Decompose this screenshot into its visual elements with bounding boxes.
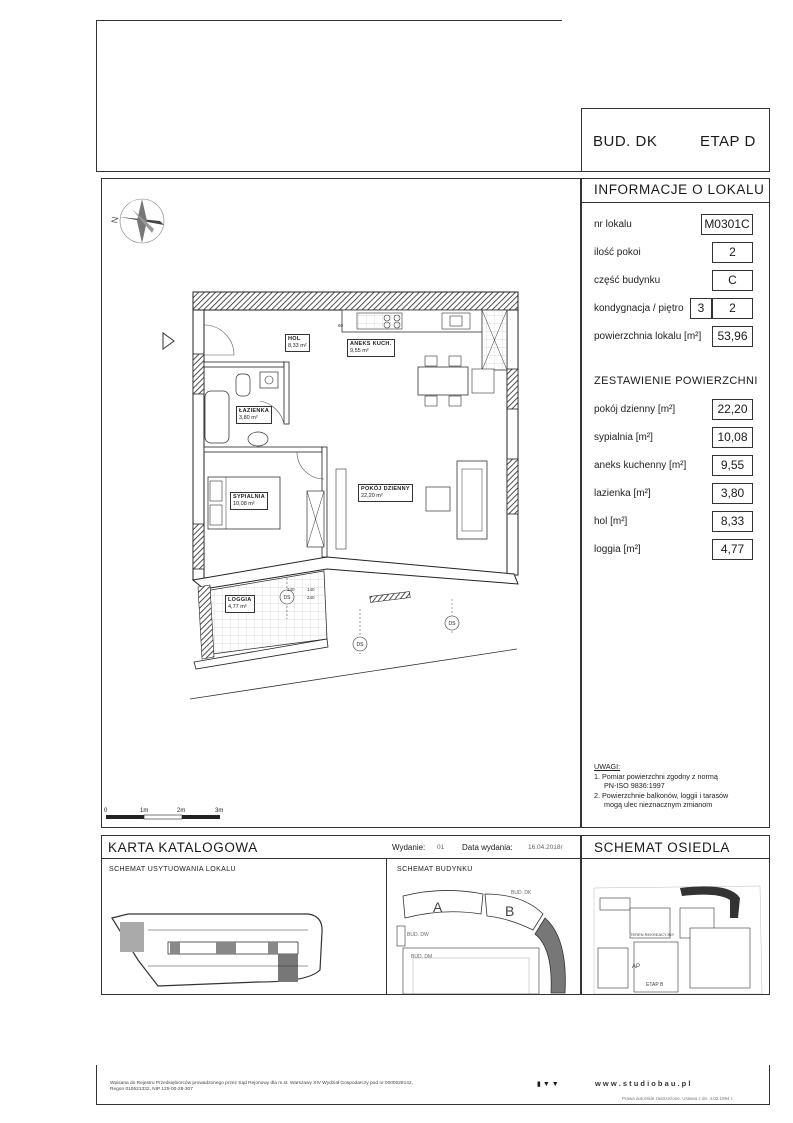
edition-label: Wydanie: [392, 843, 426, 852]
floor-plan [102, 179, 580, 827]
notes-line1: 1. Pomiar powierzchni zgodny z normą [594, 771, 718, 781]
north-label: N [109, 215, 121, 224]
summary-value-pokoj: 22,20 [712, 399, 753, 420]
location-schematic [108, 910, 328, 994]
header-logo-area [562, 14, 772, 108]
section-marker-3 [445, 599, 459, 634]
notes-line2b: mogą ulec nieznacznym zmianom [604, 800, 713, 809]
summary-value-loggia: 4,77 [712, 539, 753, 560]
entrance-marker-icon [163, 333, 174, 349]
room-tag-hol [285, 334, 310, 352]
info-title-rule [581, 202, 770, 203]
building-label-b: B [505, 903, 515, 919]
room-name-lazienka: ŁAZIENKA [239, 408, 270, 414]
building-code: BUD. DK [593, 133, 658, 150]
notes-block [594, 762, 766, 810]
info-title: INFORMACJE O LOKALU [594, 182, 765, 197]
scale-label-2: 2m [177, 808, 186, 814]
info-label-nr: nr lokalu [594, 219, 632, 230]
info-label-powierzchnia: powierzchnia lokalu [m²] [594, 331, 702, 342]
dim-label-4: 60 [338, 323, 344, 328]
estate-label-ap: AP [632, 964, 641, 970]
north-arrow-icon [120, 199, 164, 243]
info-value-kondygnacja: 3 [690, 298, 712, 319]
summary-title: ZESTAWIENIE POWIERZCHNI [594, 375, 758, 387]
location-title: SCHEMAT USYTUOWANIA LOKALU [109, 866, 236, 873]
room-area-loggia: 4,77 m² [228, 604, 247, 610]
dim-label-3: 240 [287, 587, 295, 592]
wall-right [507, 310, 518, 575]
room-name-hol: HOL [288, 336, 301, 342]
summary-label-loggia: loggia [m²] [594, 544, 641, 555]
estate-label-dk: BUD. DK [698, 894, 717, 899]
scale-label-3: 3m [215, 808, 224, 814]
building-title: SCHEMAT BUDYNKU [397, 866, 473, 873]
summary-label-pokoj: pokój dzienny [m²] [594, 404, 676, 415]
building-label-a: A [433, 899, 443, 915]
footer-copyright: Prawa autorskie zastrzeżone. Ustawa z dn. 4.02.1994 r. [622, 1096, 734, 1101]
dim-label-1: 140 [307, 587, 315, 592]
room-area-lazienka: 3,80 m² [239, 415, 258, 421]
building-label-dm: BUD. DM [411, 954, 433, 960]
summary-label-lazienka: lazienka [m²] [594, 488, 651, 499]
footer-line2: Regon 010621332, NIP 125-00-28-307 [110, 1087, 193, 1092]
summary-value-lazienka: 3,80 [712, 483, 753, 504]
section-marker-1-label: DS [283, 595, 291, 601]
dining-table [418, 367, 468, 395]
estate-label-etap: ETAP B [646, 982, 664, 988]
wall-bottom [193, 557, 518, 589]
room-tag-sypialnia [230, 492, 268, 510]
room-name-loggia: LOGGIA [228, 597, 252, 603]
summary-label-aneks: aneks kuchenny [m²] [594, 460, 687, 471]
footer-line1: Wpisana do Rejestru Przedsiębiorców prowadzonego przez Sąd Rejonowy dla m.st. Warszawy XIV Wydział Gospodarczy pod nr 0000028142, [110, 1081, 413, 1086]
wall-top [193, 292, 518, 310]
header-divider [581, 108, 582, 172]
date-label: Data wydania: [462, 843, 513, 852]
estate-schematic [590, 878, 766, 994]
room-area-pokoj: 22,20 m² [361, 493, 383, 499]
building-label-dk: BUD. DK [511, 890, 532, 896]
date-value: 16.04.2018r [528, 844, 563, 851]
section-marker-3-label: DS [448, 621, 456, 627]
edition-value: 01 [437, 844, 445, 851]
room-tag-loggia [225, 595, 255, 613]
building-label-dw: BUD. DW [407, 932, 429, 938]
section-marker-2 [353, 609, 367, 654]
info-value-powierzchnia: 53,96 [712, 326, 753, 347]
summary-label-sypialnia: sypialnia [m²] [594, 432, 653, 443]
info-value-pokoi: 2 [712, 242, 753, 263]
summary-value-aneks: 9,55 [712, 455, 753, 476]
summary-label-hol: hol [m²] [594, 516, 628, 527]
scale-bar [104, 808, 223, 819]
catalog-title-rule [101, 858, 770, 859]
dim-label-2: 240 [307, 595, 315, 600]
building-schematic [393, 878, 578, 994]
estate-title: SCHEMAT OSIEDLA [594, 840, 731, 855]
notes-line2: 2. Powierzchnie balkonów, loggii i tarasów [594, 790, 729, 800]
info-label-czesc: część budynku [594, 275, 661, 286]
summary-value-sypialnia: 10,08 [712, 427, 753, 448]
bathtub [205, 391, 229, 443]
room-name-sypialnia: SYPIALNIA [233, 494, 266, 500]
scale-label-0: 0 [104, 808, 108, 814]
info-value-czesc: C [712, 270, 753, 291]
coffee-table [426, 487, 450, 511]
info-value-pietro: 2 [712, 298, 753, 319]
room-tag-pokoj [358, 484, 413, 502]
info-label-kondygnacja: kondygnacja / piętro [594, 303, 684, 314]
info-value-nr: M0301C [701, 214, 753, 235]
section-marker-2-label: DS [356, 642, 364, 648]
footer-logo-icon: ▮▼▼ [537, 1081, 561, 1088]
footer-website[interactable]: w w w . s t u d i o b a u . p l [595, 1079, 691, 1088]
catalog-split [386, 858, 387, 995]
room-area-aneks: 9,55 m² [350, 348, 369, 354]
room-tag-aneks [347, 339, 395, 357]
estate-label-teren: TEREN REKREACYJNY [630, 932, 675, 937]
footer-registry [110, 1081, 490, 1093]
catalog-title: KARTA KATALOGOWA [108, 840, 258, 855]
summary-value-hol: 8,33 [712, 511, 753, 532]
room-name-aneks: ANEKS KUCH. [350, 341, 392, 347]
scale-label-1: 1m [140, 808, 149, 814]
room-area-sypialnia: 10,08 m² [233, 501, 255, 507]
header-divider-top [581, 108, 770, 109]
notes-title: UWAGI: [594, 762, 621, 771]
info-label-pokoi: ilość pokoi [594, 247, 641, 258]
stage-code: ETAP D [700, 133, 756, 150]
blank-band [0, 995, 793, 1065]
room-area-hol: 8,33 m² [288, 343, 307, 349]
notes-line1b: PN-ISO 9836:1997 [604, 781, 665, 790]
room-name-pokoj: POKÓJ DZIENNY [361, 486, 410, 492]
room-tag-lazienka [236, 406, 272, 424]
